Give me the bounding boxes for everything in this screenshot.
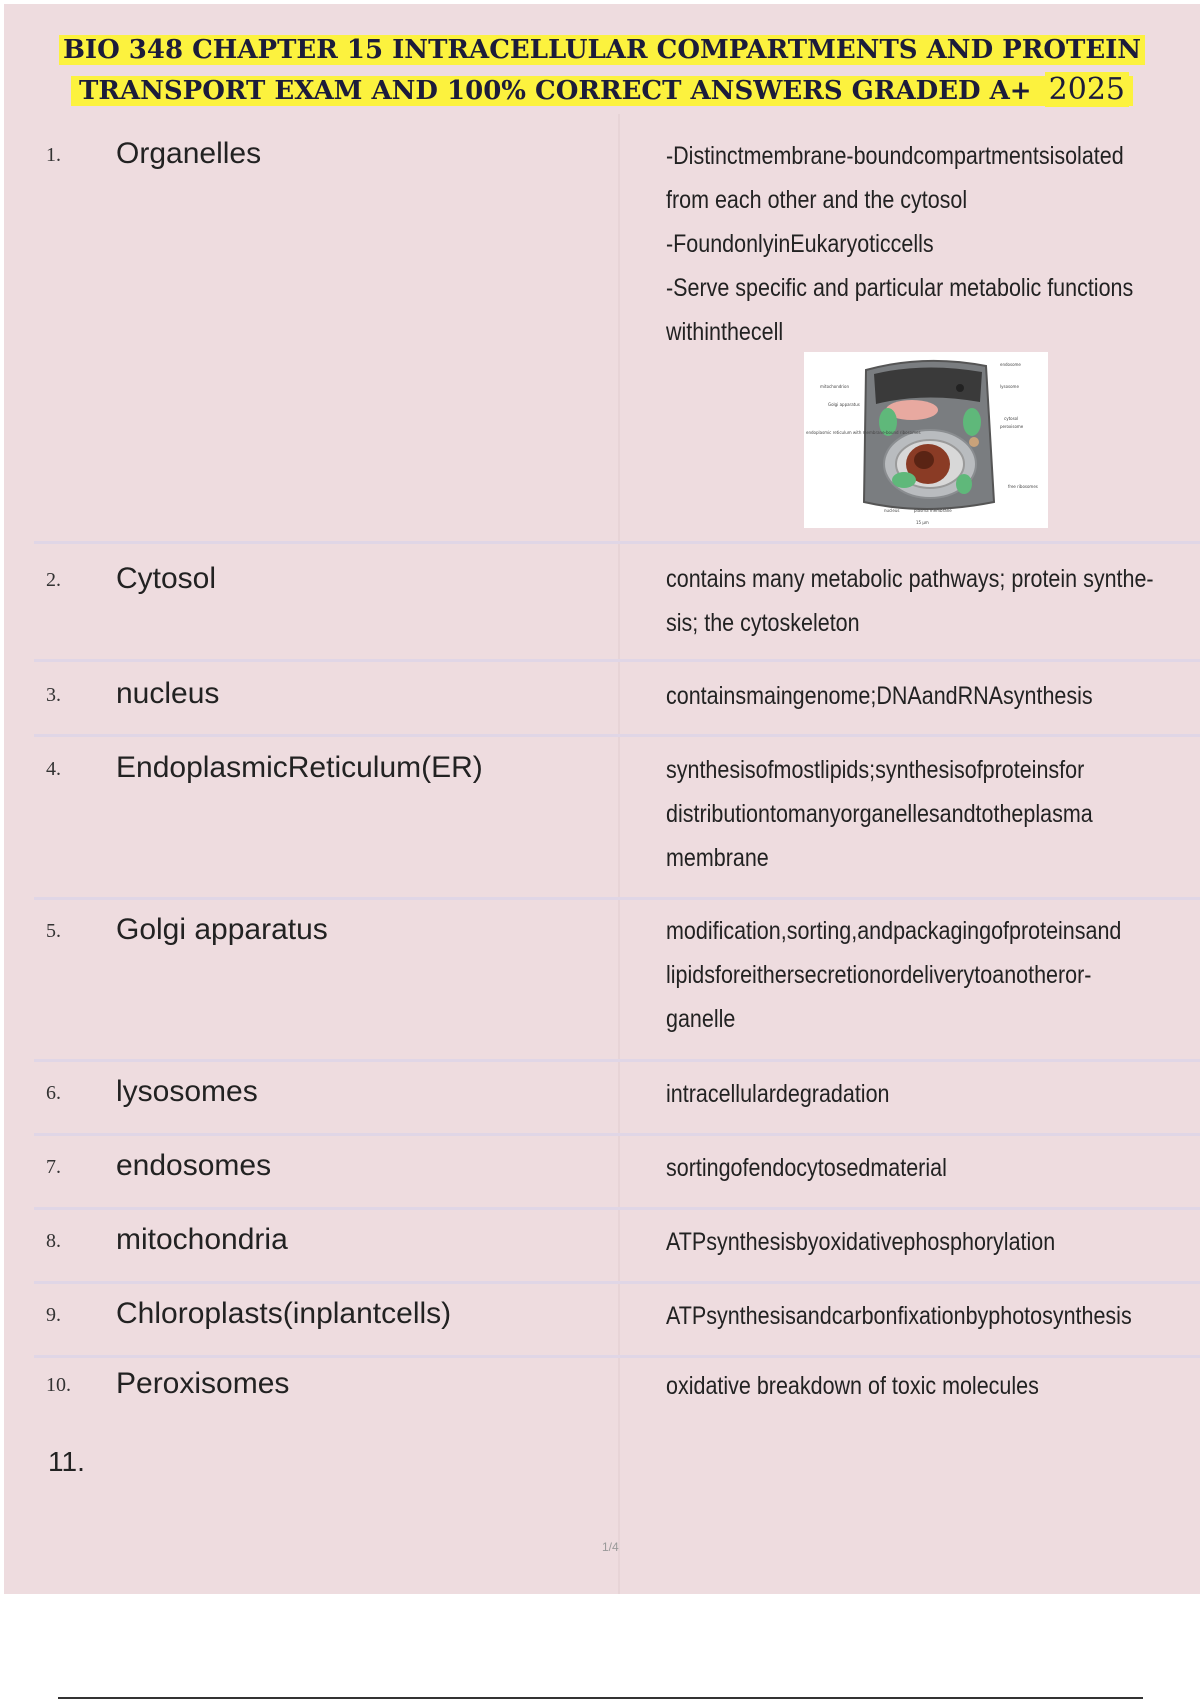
item-number: 5. — [46, 920, 61, 942]
item-number: 1. — [46, 144, 61, 166]
item-number: 3. — [46, 684, 61, 706]
row-separator — [34, 1281, 1200, 1284]
item-term: Organelles — [116, 137, 262, 170]
item-definition: contains many metabolic pathways; protein synthe- sis; the cytoskeleton — [666, 565, 1154, 637]
item-definition: synthesisofmostlipids;synthesisofproteinsfor distributiontomanyorganellesandtotheplasma membrane — [666, 756, 1093, 872]
row-separator — [34, 659, 1200, 662]
figure-label: free ribosomes — [1008, 484, 1038, 489]
item-term: lysosomes — [116, 1075, 258, 1108]
item-number: 10. — [46, 1374, 71, 1396]
item-definition: modification,sorting,andpackagingofproteinsand lipidsforeithersecretionordeliverytoanotheror- ganelle — [666, 917, 1122, 1033]
title-line-2: TRANSPORT EXAM AND 100% CORRECT ANSWERS GRADED A+ — [75, 76, 1036, 106]
row-separator — [34, 897, 1200, 900]
figure-label: nucleus — [884, 508, 900, 513]
item-term: Peroxisomes — [116, 1367, 290, 1400]
cell-diagram-figure — [804, 352, 1048, 528]
title-year: 2025 — [1045, 72, 1129, 107]
figure-label: endosome — [1000, 362, 1021, 367]
item-number-11: 11. — [48, 1446, 85, 1477]
document-title — [4, 30, 1200, 111]
figure-label: mitochondrion — [820, 384, 850, 389]
document-page — [4, 4, 1200, 1594]
item-number: 2. — [46, 569, 61, 591]
row-separator — [34, 1355, 1200, 1358]
item-number: 9. — [46, 1304, 61, 1326]
item-term: EndoplasmicReticulum(ER) — [116, 751, 483, 784]
item-term: Chloroplasts(inplantcells) — [116, 1297, 452, 1330]
figure-label: lysosome — [1000, 384, 1019, 389]
item-number: 8. — [46, 1230, 61, 1252]
item-definition: ATPsynthesisbyoxidativephosphorylation — [666, 1228, 1056, 1256]
column-divider — [618, 114, 620, 1594]
footer-rule — [58, 1697, 1143, 1699]
page-indicator: 1/4 — [602, 1540, 619, 1554]
figure-label: Golgi apparatus — [828, 402, 860, 407]
item-term: endosomes — [116, 1149, 272, 1182]
figure-label: plasma membrane — [914, 508, 952, 513]
cell-diagram-image — [804, 352, 1048, 528]
figure-label: cytosol — [1004, 416, 1019, 421]
row-separator — [34, 541, 1200, 544]
figure-label: 15 µm — [916, 520, 929, 525]
item-number: 6. — [46, 1082, 61, 1104]
row-separator — [34, 734, 1200, 737]
item-definition: -Distinctmembrane-boundcompartmentsisolated from each other and the cytosol -FoundonlyinEukaryoticcells -Serve specific and particular metabolic functions withinthecell — [666, 142, 1134, 346]
item-definition: containsmaingenome;DNAandRNAsynthesis — [666, 682, 1093, 710]
row-separator — [34, 1059, 1200, 1062]
row-separator — [34, 1207, 1200, 1210]
item-definition: sortingofendocytosedmaterial — [666, 1154, 947, 1182]
item-term: mitochondria — [116, 1223, 288, 1256]
item-term: nucleus — [116, 677, 220, 710]
item-term: Golgi apparatus — [116, 913, 328, 946]
item-number: 7. — [46, 1156, 61, 1178]
item-definition: ATPsynthesisandcarbonfixationbyphotosynthesis — [666, 1302, 1132, 1330]
figure-label: peroxisome — [1000, 424, 1024, 429]
item-definition: intracellulardegradation — [666, 1080, 890, 1108]
title-line-1: BIO 348 CHAPTER 15 INTRACELLULAR COMPARTMENTS AND PROTEIN — [59, 35, 1145, 65]
row-separator — [34, 1133, 1200, 1136]
item-definition: oxidative breakdown of toxic molecules — [666, 1372, 1039, 1400]
item-number: 4. — [46, 758, 61, 780]
figure-label: endoplasmic reticulum with membrane-bound ribosomes — [806, 430, 921, 435]
item-term: Cytosol — [116, 562, 217, 595]
